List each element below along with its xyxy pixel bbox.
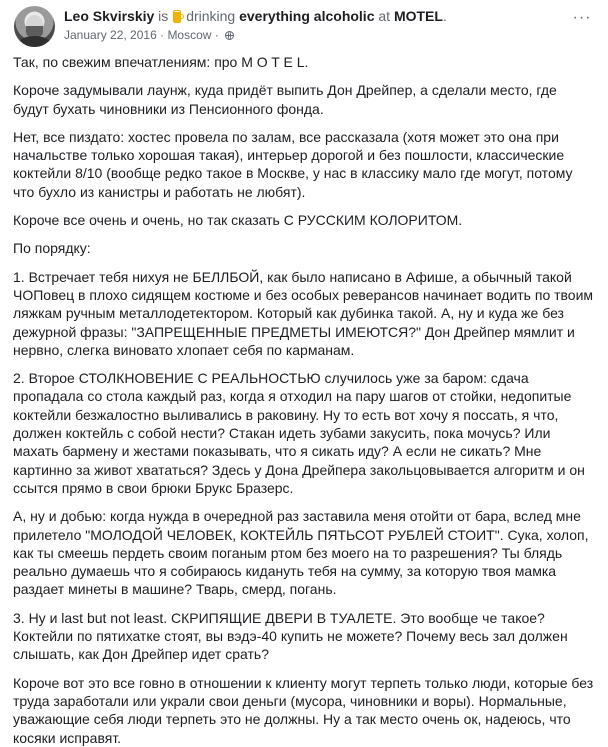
avatar[interactable] [14,6,55,47]
post-headline [64,7,556,25]
drink-link[interactable]: everything alcoholic [239,8,375,24]
globe-icon[interactable] [225,31,234,40]
beer-icon [173,10,184,23]
post-paragraph: Так, по свежим впечатлениям: про M O T E L. [13,54,309,70]
headline-period: . [442,8,447,24]
post-paragraph: По порядку: [13,240,91,257]
location-separator: · [214,28,219,42]
post-paragraph: А, ну и добью: когда нужда в очередной раз заставила меня отойти от бара, вслед мне прилетело "МОЛОДОЙ ЧЕЛОВЕК, КОКТЕЙЛЬ ПЯТЬСОТ РУБЛЕЙ СТОИТ". Сука, холоп, как ты смеешь пердеть своим поганым ртом без моего на то разрешения? Ты блядь реально думаешь что я собираюсь киданyть тебя на сумму, за которую твоя мамка раздает минеты в машине? Тварь, смерд, погань. [13,508,589,598]
post-meta [64,7,556,43]
post-body [13,53,596,747]
post-paragraph: 3. Ну и last but not least. СКРИПЯЩИЕ ДВЕРИ В ТУАЛЕТЕ. Это вообще че такое? Коктейли по пятихатке стоят, вы вэдэ-40 купить не можете? Почему весь зал должен слышать, как Дон Дрейпер идет срать? [13,609,568,663]
post-paragraph: Нет, все пиздато: хостес провела по залам, все рассказала (хотя может это она при начальстве только хорошая такая), интерьер дорогой и без пошлости, классические коктейли 8/10 (вообще редко такое в Москве, у нас в классику мало где могут, потому что бухло из канистры и работать не любят). [13,128,573,200]
activity-text: drinking [186,8,236,24]
post-header [13,0,596,52]
more-options-button[interactable]: ··· [572,9,592,26]
post-location[interactable]: Moscow [167,28,212,42]
is-text: is [158,8,169,24]
post-paragraph: Короче все очень и очень, но так сказать С РУССКИМ КОЛОРИТОМ. [13,212,463,229]
at-text: at [378,8,391,24]
post-paragraph: Короче вот это все говно в отношении к клиенту могут терпеть только люди, которые без труда заработали или украли свои деньги (мусора, чиновники и воры). Нормальные, уважающие себя люди терпеть это не должны. Ну а так место очень ок, надеюсь, что косяки исправят. [13,674,594,746]
post-date[interactable]: January 22, 2016 [64,28,157,42]
post-subline [64,28,556,43]
date-separator: · [160,28,165,42]
place-link[interactable]: MOTEL [393,8,443,24]
post-paragraph: 1. Встречает тебя нихуя не БЕЛЛБОЙ, как было написано в Афише, а обычный такой ЧОПовец в плохо сидящем костюме и без особых реверансов начинает водить по твоим ляжкам ручным металлодетектором. Который как дубинка такой. А, ну и куда же без дежурной фразы: "ЗАПРЕЩЕННЫЕ ПРЕДМЕТЫ ИМЕЮТСЯ?" Дон Дрейпер мямлит и нервно, слегка виновато хлопает себя по карманам. [13,268,594,358]
post-paragraph: Короче задумывали лаунж, куда придёт выпить Дон Дрейпер, а сделали место, где будут бухать чиновники из Пенсионного фонда. [13,82,557,117]
author-name[interactable]: Leo Skvirskiy [64,8,155,24]
post-paragraph: 2. Второе СТОЛКНОВЕНИЕ С РЕАЛЬНОСТЬЮ случилось уже за баром: сдача пропадала со стола каждый раз, когда я отходил на пару шагов от стойки, недопитые коктейли безжалостно выливались в раковину. Ну то есть вот хочу я поссать, я что, должен коктейль с собой нести? Стакан идеть зубами закусить, пока мочусь? Или махать бармену и жестами показывать, что я сикать иду? А если не сикать? Мне картинно за живот хвататься? Здесь у Дона Дрейпера закольцовывается алгоритм и он ссытся прямо в свои брюки Брукс Бразерс. [13,370,585,496]
avatar-shoulders [18,36,51,47]
